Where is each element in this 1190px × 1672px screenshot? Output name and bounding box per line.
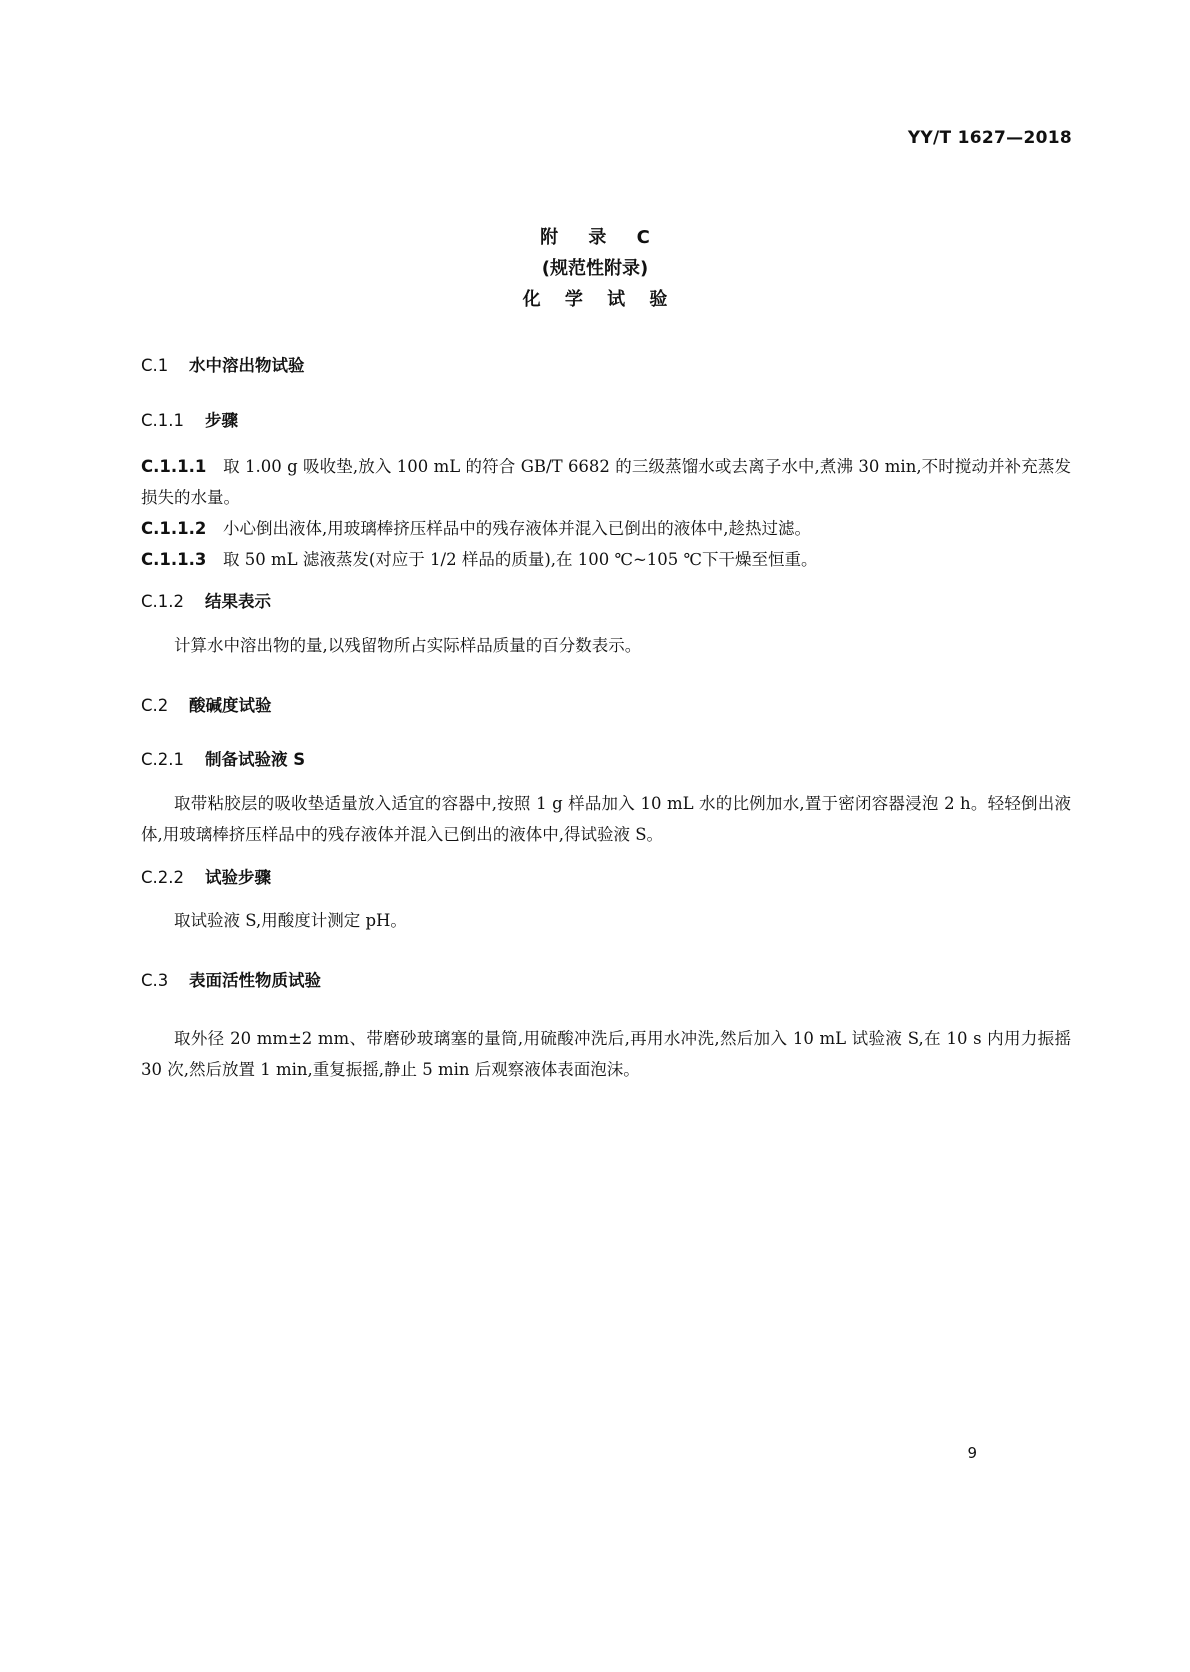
paragraph-c22: 取试验液 S,用酸度计测定 pH。 — [174, 911, 407, 930]
section-number: C.2 — [141, 696, 169, 715]
paragraph-c3: 取外径 20 mm±2 mm、带磨砂玻璃塞的量筒,用硫酸冲洗后,再用水冲洗,然后加入 10 mL 试验液 S,在 10 s 内用力振摇 30 次,然后放置 1 min,重复振摇,静止 5 min 后观察液体表面泡沫。 — [141, 1029, 1071, 1079]
clause-number: C.1.1.2 — [141, 519, 207, 538]
section-title: 表面活性物质试验 — [189, 971, 321, 990]
section-number: C.2.1 — [141, 750, 185, 769]
clause-text: 取 50 mL 滤液蒸发(对应于 1/2 样品的质量),在 100 ℃~105 ℃下干燥至恒重。 — [223, 550, 818, 569]
section-number: C.1 — [141, 356, 169, 375]
section-number: C.1.1 — [141, 411, 185, 430]
clause-text: 小心倒出液体,用玻璃棒挤压样品中的残存液体并混入已倒出的液体中,趁热过滤。 — [223, 519, 811, 538]
section-heading-c21 — [141, 746, 305, 770]
appendix-name: 化 学 试 验 — [522, 289, 677, 310]
section-number: C.3 — [141, 971, 169, 990]
section-number: C.2.2 — [141, 868, 185, 887]
clause-c111 — [141, 451, 1071, 513]
section-title: 试验步骤 — [205, 868, 271, 887]
section-title: 结果表示 — [205, 592, 271, 611]
document-code: YY/T 1627—2018 — [907, 128, 1072, 148]
appendix-type: (规范性附录) — [541, 258, 649, 279]
section-heading-c11 — [141, 407, 238, 431]
appendix-title: 附 录 C — [540, 227, 662, 248]
appendix-heading — [0, 222, 1190, 315]
section-heading-c1 — [141, 352, 305, 376]
section-heading-c2 — [141, 692, 272, 716]
section-title: 水中溶出物试验 — [189, 356, 305, 375]
clause-c113 — [141, 544, 1071, 575]
paragraph-c12: 计算水中溶出物的量,以残留物所占实际样品质量的百分数表示。 — [174, 636, 642, 655]
clause-number: C.1.1.3 — [141, 550, 207, 569]
section-heading-c12 — [141, 588, 271, 612]
section-heading-c3 — [141, 967, 321, 991]
section-title: 步骤 — [205, 411, 238, 430]
section-heading-c22 — [141, 864, 271, 888]
clause-c112 — [141, 513, 1071, 544]
page-number: 9 — [967, 1444, 977, 1462]
clause-number: C.1.1.1 — [141, 457, 207, 476]
clause-text: 取 1.00 g 吸收垫,放入 100 mL 的符合 GB/T 6682 的三级蒸馏水或去离子水中,煮沸 30 min,不时搅动并补充蒸发损失的水量。 — [141, 457, 1071, 507]
section-title: 制备试验液 S — [205, 750, 306, 769]
paragraph-c21: 取带粘胶层的吸收垫适量放入适宜的容器中,按照 1 g 样品加入 10 mL 水的比例加水,置于密闭容器浸泡 2 h。轻轻倒出液体,用玻璃棒挤压样品中的残存液体并混入已倒出的液体中,得试验液 S。 — [141, 794, 1071, 844]
section-title: 酸碱度试验 — [189, 696, 272, 715]
section-number: C.1.2 — [141, 592, 185, 611]
